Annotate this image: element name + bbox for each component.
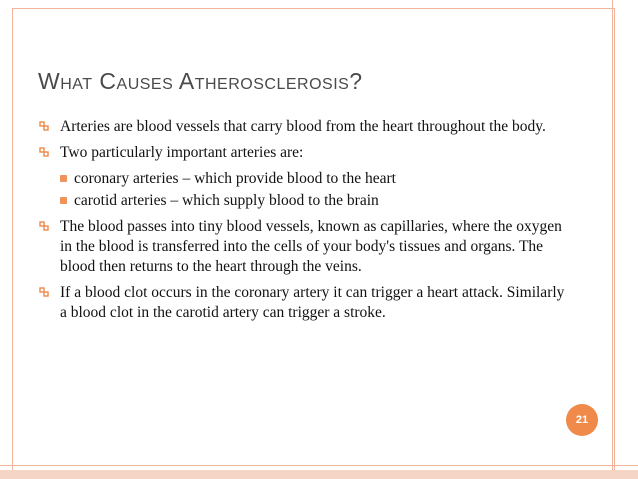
bullet-item [38, 217, 568, 277]
bullet-text: The blood passes into tiny blood vessels, known as capillaries, where the oxygen in the blood is transferred into the cells of your body's tissues and organs. The blood then returns to the heart through the veins. [60, 218, 562, 275]
sub-bullet-item [60, 191, 568, 211]
bullet-item [38, 143, 568, 163]
slide-content [38, 117, 568, 329]
bottom-band [0, 470, 638, 479]
bullet-text: Two particularly important arteries are: [60, 144, 304, 161]
bullet-icon [38, 146, 50, 160]
decorative-horizontal-line [0, 465, 638, 466]
sub-bullet-item [60, 169, 568, 189]
sub-bullet-text: carotid arteries – which supply blood to the brain [74, 192, 379, 209]
bullet-text: Arteries are blood vessels that carry blood from the heart throughout the body. [60, 118, 546, 135]
sub-bullet-icon [60, 197, 67, 204]
bullet-icon [38, 120, 50, 134]
sub-bullet-icon [60, 175, 67, 182]
bullet-item [38, 117, 568, 137]
page-number-badge: 21 [566, 404, 598, 436]
bullet-icon [38, 220, 50, 234]
bullet-icon [38, 286, 50, 300]
bullet-item [38, 283, 568, 323]
slide-title: What Causes Atherosclerosis? [38, 68, 363, 94]
sub-bullet-text: coronary arteries – which provide blood to the heart [74, 170, 396, 187]
decorative-vertical-line [612, 0, 613, 479]
bullet-text: If a blood clot occurs in the coronary artery it can trigger a heart attack. Similarly a blood clot in the carotid artery can trigger a stroke. [60, 284, 565, 321]
